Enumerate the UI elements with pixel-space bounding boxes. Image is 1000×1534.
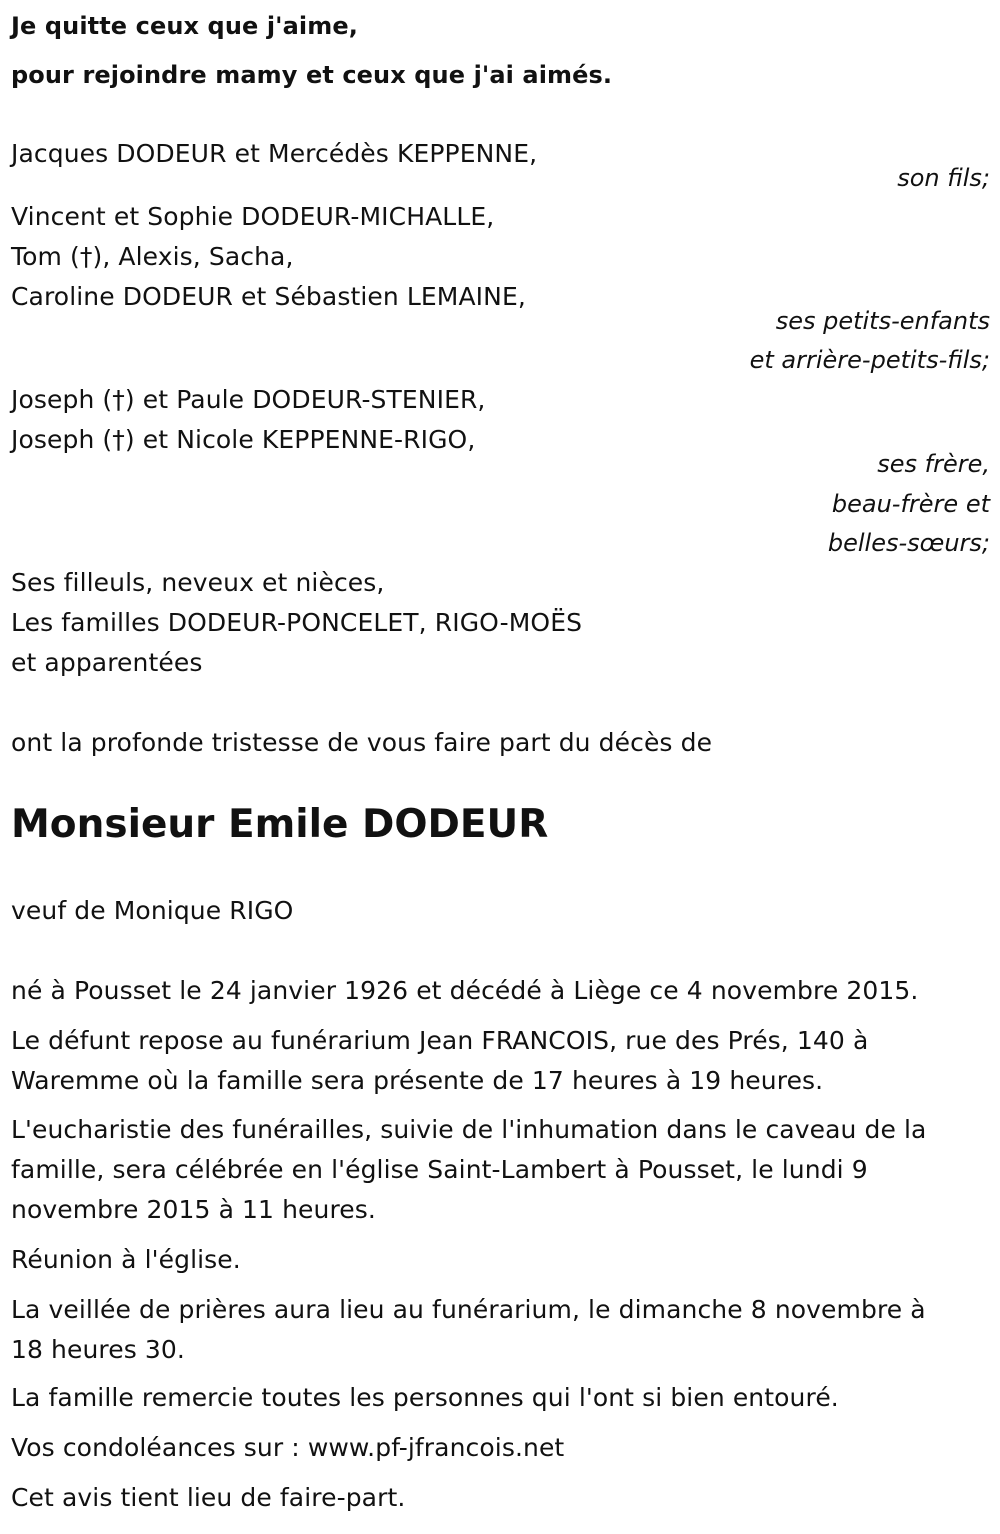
others-line-2: Les familles DODEUR-PONCELET, RIGO-MOËS <box>11 608 583 637</box>
epigraph-line-1: Je quitte ceux que j'aime, <box>11 12 358 40</box>
siblings-line-2: Joseph (†) et Nicole KEPPENNE-RIGO, <box>11 425 476 454</box>
grandchildren-line-2: Tom (†), Alexis, Sacha, <box>11 242 294 271</box>
siblings-line-1: Joseph (†) et Paule DODEUR-STENIER, <box>11 385 486 414</box>
eucharist-line-2: famille, sera célébrée en l'église Saint-Lambert à Pousset, le lundi 9 <box>11 1155 868 1184</box>
thanks-line: La famille remercie toutes les personnes qui l'ont si bien entouré. <box>11 1383 839 1412</box>
grandchildren-line-3: Caroline DODEUR et Sébastien LEMAINE, <box>11 282 526 311</box>
birth-death-line: né à Pousset le 24 janvier 1926 et décédé à Liège ce 4 novembre 2015. <box>11 976 919 1005</box>
vigil-line-1: La veillée de prières aura lieu au funérarium, le dimanche 8 novembre à <box>11 1295 926 1324</box>
widower-line: veuf de Monique RIGO <box>11 896 294 925</box>
reunion-line: Réunion à l'église. <box>11 1245 241 1274</box>
vigil-line-2: 18 heures 30. <box>11 1335 185 1364</box>
eucharist-line-3: novembre 2015 à 11 heures. <box>11 1195 376 1224</box>
siblings-relation-2: beau-frère et <box>831 490 990 518</box>
others-line-3: et apparentées <box>11 648 203 677</box>
siblings-relation-1: ses frère, <box>877 450 990 478</box>
others-line-1: Ses filleuls, neveux et nièces, <box>11 568 385 597</box>
deceased-name: Monsieur Emile DODEUR <box>11 802 549 847</box>
condolences-line: Vos condoléances sur : www.pf-jfrancois.net <box>11 1433 565 1462</box>
notice-line: Cet avis tient lieu de faire-part. <box>11 1483 406 1512</box>
grandchildren-relation-1: ses petits-enfants <box>775 307 990 335</box>
son-relation: son fils; <box>897 164 990 192</box>
son-names: Jacques DODEUR et Mercédès KEPPENNE, <box>11 139 538 168</box>
repose-line-1: Le défunt repose au funérarium Jean FRANCOIS, rue des Prés, 140 à <box>11 1026 869 1055</box>
grandchildren-line-1: Vincent et Sophie DODEUR-MICHALLE, <box>11 202 495 231</box>
announcement: ont la profonde tristesse de vous faire part du décès de <box>11 728 713 757</box>
eucharist-line-1: L'eucharistie des funérailles, suivie de l'inhumation dans le caveau de la <box>11 1115 927 1144</box>
grandchildren-relation-2: et arrière-petits-fils; <box>749 346 990 374</box>
siblings-relation-3: belles-sœurs; <box>827 529 990 557</box>
epigraph-line-2: pour rejoindre mamy et ceux que j'ai aimés. <box>11 61 613 89</box>
repose-line-2: Waremme où la famille sera présente de 17 heures à 19 heures. <box>11 1066 824 1095</box>
